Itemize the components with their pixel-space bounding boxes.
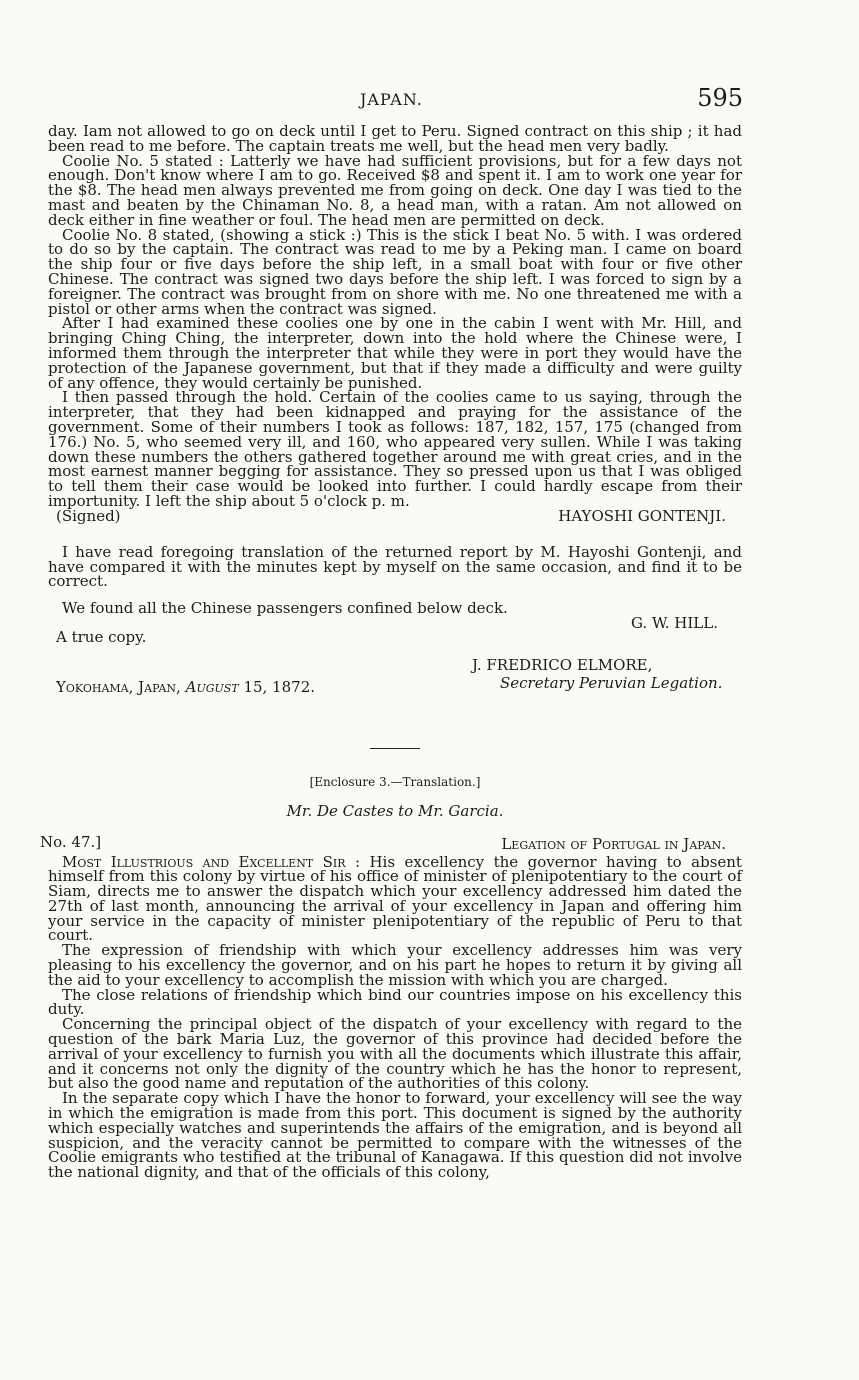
signature-line <box>48 506 742 527</box>
paragraph: The expression of friendship with which your excellency addresses him was very pleasing to his excellency the governor, and on his part he hopes to return it by giving all the aid to your excellency to accomplish the mission with which you are charged. <box>48 941 742 989</box>
paragraph: I have read foregoing translation of the returned report by M. Hayoshi Gontenji, and have compared it with the minutes kept by myself on the same occasion, and find it to be correct. <box>48 542 742 591</box>
paragraph: Concerning the principal object of the dispatch of your excellency with regard to the question of the bark Maria Luz, the governor of this province had decided before the arrival of your excellency to furnish you with all the documents which illustrate this affair, and it concerns not only the dignity of the country which he has the honor to represent, but also the good name and reputation of the authorities of this colony. <box>48 1015 742 1093</box>
page-title: JAPAN. <box>360 90 423 109</box>
salutation: Most Illustrious and Excellent Sir : <box>62 852 361 871</box>
true-copy-row <box>48 613 742 646</box>
certifier-block <box>472 656 742 692</box>
letter-number: No. 47.] <box>40 832 102 851</box>
paragraph-text: His excellency the governor having to absent himself from this colony by virtue of his office of minister of plenipotentiary to the court of Siam, directs me to answer the dispatch which your excellency addressed him dated the 27th of last month, announcing the arrival of your excellency in Japan and offering him your service in the capacity of minister plenipotentiary of the republic of Peru to that court. <box>48 852 742 945</box>
paragraph: Coolie No. 8 stated, (showing a stick :) This is the stick I beat No. 5 with. I was ordered to do so by the captain. The contract was read to me by a Peking man. I came on board the ship four or five days before the ship left, in a small boat with four or five other Chinese. The contract was signed two days before the ship left. I was forced to sign by a foreigner. The contract was brought from on shore with me. No one threatened me with a pistol or other arms when the contract was signed. <box>48 225 742 318</box>
paragraph: We found all the Chinese passengers confined below deck. <box>62 599 508 618</box>
page-number: 595 <box>697 84 743 112</box>
paragraph: The close relations of friendship which bind our countries impose on his excellency this duty. <box>48 985 742 1019</box>
paragraph <box>48 852 742 945</box>
body-text <box>40 122 742 1182</box>
legation-name: Legation of Portugal in Japan. <box>501 834 726 853</box>
divider <box>370 748 420 749</box>
paragraph: After I had examined these coolies one by one in the cabin I went with Mr. Hill, and bringing Ching Ching, the interpreter, down into the hold where the Chinese were, I informed them through the interpreter that while they were in port they would have the protection of the Japanese government, but that if they made a difficulty and were guilty of any offence, they would certainly be punished. <box>48 314 742 392</box>
certifier-name: J. FREDRICO ELMORE, <box>472 655 653 674</box>
true-copy-label: A true copy. <box>56 627 147 646</box>
paragraph: day. Iam not allowed to go on deck until I get to Peru. Signed contract on this ship ; it had been read to me before. The captain treats me well, but the head men very badly. <box>48 122 742 155</box>
paragraph: I then passed through the hold. Certain of the coolies came to us saying, through the interpreter, that they had been kidnapped and praying for the assistance of the government. Some of their numbers I took as follows: 187, 182, 157, 175 (changed from 176.) No. 5, who seemed very ill, and 160, who appeared very sullen. While I was taking down these numbers the others gathered together around me with great cries, and in the most earnest manner begging for assistance. They so pressed upon us that I was obliged to tell them their case would be looked into further. I could hardly escape from their importunity. I left the ship about 5 o'clock p. m. <box>48 388 742 510</box>
place: Yokohama, Japan, <box>56 677 181 696</box>
letter-title: Mr. De Castes to Mr. Garcia. <box>286 801 504 820</box>
date-month: August <box>185 677 239 696</box>
letter-heading <box>40 832 742 855</box>
hill-signature: G. W. HILL. <box>630 613 718 632</box>
certifier-title: Secretary Peruvian Legation. <box>500 673 723 692</box>
date-rest: 15, 1872. <box>243 677 316 696</box>
paragraph: In the separate copy which I have the honor to forward, your excellency will see the way in which the emigration is made from this port. This document is signed by the authority which especially watches and superintends the affairs of the emigration, and is beyond all suspicion, and the veracity cannot be permitted to compare with the witnesses of the Coolie emigrants who testified at the tribunal of Kanagawa. If this question did not involve the national dignity, and that of the officials of this colony, <box>48 1089 742 1182</box>
signed-label: (Signed) <box>56 506 121 525</box>
enclosure-label: [Enclosure 3.—Translation.] <box>309 774 481 789</box>
signer-name: HAYOSHI GONTENJI. <box>558 506 726 525</box>
place-date <box>56 677 316 696</box>
paragraph: Coolie No. 5 stated : Latterly we have had sufficient provisions, but for a few days not enough. Don't know where I am to go. Received $8 and spent it. I am to work one year for the $8. The head men always prevented me from going on deck. One day I was tied to the mast and beaten by the Chinaman No. 8, a head man, with a ratan. Am not allowed on deck either in fine weather or foul. The head men are permitted on deck. <box>48 151 742 229</box>
running-head <box>0 84 859 114</box>
